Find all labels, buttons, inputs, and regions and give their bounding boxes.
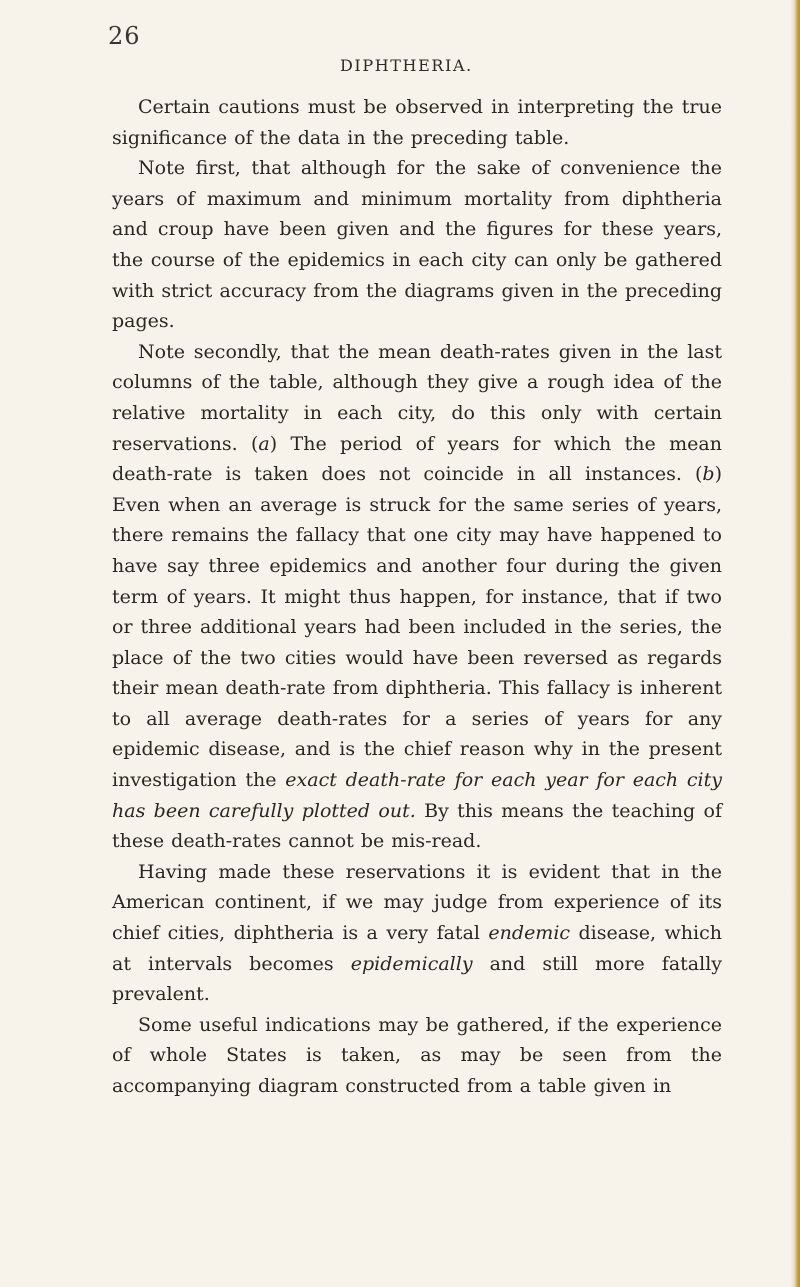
paragraph-cautions [112,92,722,153]
enumeration-b: b [702,463,715,486]
paragraph-text: Note first, that although for the sake of convenience the years of maximum and minimum mortality from diphtheria and croup have been given and the figures for these years, the course of the epidemics in each city can only be gathered with strict accuracy from the diagrams given in the preceding pages. [112,157,722,333]
paragraph-useful-indications [112,1010,722,1102]
paragraph-text: Certain cautions must be observed in interpreting the true significance of the data in the preceding table. [112,96,722,149]
emphasis-epidemically: epidemically [350,952,473,975]
paragraph-text: ) The period of years for which the mean death-rate is taken does not coincide in all instances. ( [112,432,722,486]
body-text [112,92,722,1102]
enumeration-a: a [258,432,270,455]
paragraph-text: By this means the teaching of these death-rates cannot be mis-read. [112,799,722,853]
paragraph-text: disease, which at intervals becomes [112,922,722,975]
paragraph-reservations [112,857,722,1010]
paragraph-text: Having made these reservations it is evident that in the American continent, if we may judge from experience of its chief cities, diphtheria is a very fatal [112,860,722,945]
paragraph-note-first [112,153,722,337]
emphasis-endemic: endemic [488,922,571,945]
page-number: 26 [108,22,141,50]
paragraph-text: and still more fatally prevalent. [112,952,723,1006]
paragraph-text: Some useful indications may be gathered, if the experience of whole States is taken, as may be seen from the accompanying diagram constructed from a table given in [112,1013,722,1097]
emphasis-exact-death-rate: exact death-rate for each year for each city has been carefully plotted out. [112,769,722,822]
page-edge [790,0,800,1287]
paragraph-text: ) Even when an average is struck for the same series of years, there remains the fallacy that one city may have happened to have say three epidemics and another four during the given term of years. It might thus happen, for instance, that if two or three additional years had been included in the series, the place of the two cities would have been reversed as regards their mean death-rate from diphtheria. This fallacy is inherent to all average death-rates for a series of years for any epidemic disease, and is the chief reason why in the present investigation the [112,463,722,792]
paragraph-text: Note secondly, that the mean death-rates given in the last columns of the table, although they give a rough idea of the relative mortality in each city, do this only with certain reservations. ( [112,340,722,455]
page-header [0,12,800,75]
paragraph-note-secondly [112,337,722,857]
running-head: DIPHTHERIA. [340,56,473,75]
